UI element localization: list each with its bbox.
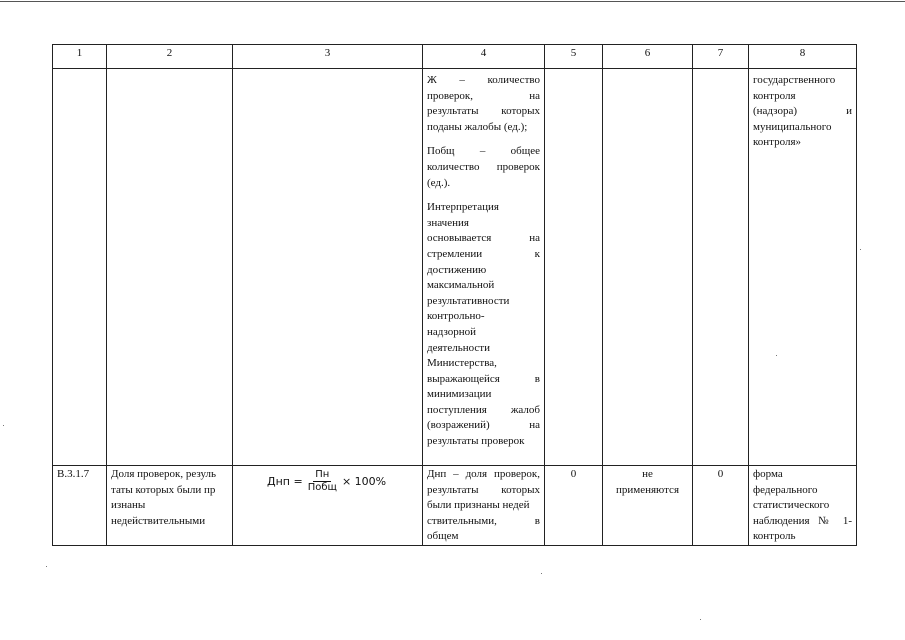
text-line: общем bbox=[427, 530, 459, 543]
text-line: контроля» bbox=[753, 136, 802, 149]
text-line: выражающейся в bbox=[427, 372, 540, 385]
text-line: количество проверок bbox=[427, 160, 540, 173]
text-line: статистического bbox=[753, 499, 830, 512]
header-cell-3: 3 bbox=[233, 45, 423, 69]
text-line: контрольно- bbox=[427, 310, 485, 323]
text-line: форма bbox=[753, 468, 783, 480]
row-a-col2 bbox=[107, 69, 233, 466]
row-a-col3 bbox=[233, 69, 423, 466]
text-line: были признаны недей bbox=[427, 499, 530, 512]
header-cell-6: 6 bbox=[603, 45, 693, 69]
table-row bbox=[53, 69, 857, 466]
text-line: федерального bbox=[753, 483, 818, 496]
header-cell-5: 5 bbox=[545, 45, 603, 69]
target-value: 0 bbox=[693, 466, 749, 546]
formula-lhs: Днп = bbox=[267, 474, 303, 488]
text-line: результаты проверок bbox=[427, 435, 525, 448]
data-source bbox=[749, 466, 857, 546]
text-line: муниципального bbox=[753, 120, 832, 133]
text-line: (ед.). bbox=[427, 176, 451, 189]
row-a-col5 bbox=[545, 69, 603, 466]
total-definition bbox=[427, 144, 540, 191]
text-line: Днп – доля проверок, bbox=[427, 468, 540, 480]
text-line: значения bbox=[427, 216, 469, 229]
text-line: Министерства, bbox=[427, 357, 497, 370]
text-line: результаты которых bbox=[427, 483, 540, 496]
text-line: Побщ – общее bbox=[427, 145, 540, 158]
table-row bbox=[53, 466, 857, 546]
text-line: недействительными bbox=[111, 514, 206, 527]
text-line: (возражений) на bbox=[427, 419, 540, 432]
header-cell-1: 1 bbox=[53, 45, 107, 69]
text-line: таты которых были пр bbox=[111, 483, 216, 496]
header-cell-8: 8 bbox=[749, 45, 857, 69]
formula-denominator: Побщ bbox=[307, 482, 337, 493]
text-line: государственного bbox=[753, 74, 836, 86]
scan-speck bbox=[860, 249, 861, 250]
text-line: Ж – количество bbox=[427, 74, 540, 86]
scan-speck bbox=[541, 573, 542, 574]
indicators-table bbox=[52, 44, 857, 546]
text-line: поступления жалоб bbox=[427, 403, 540, 416]
text-line: применяются bbox=[615, 483, 680, 496]
scan-speck bbox=[46, 566, 47, 567]
header-row bbox=[53, 45, 857, 69]
text-line: (надзора) и bbox=[753, 105, 852, 118]
text-line: не bbox=[642, 468, 653, 480]
base-value: 0 bbox=[545, 466, 603, 546]
text-line: результаты которых bbox=[427, 105, 540, 118]
indicator-formula bbox=[233, 466, 423, 546]
text-line: основывается на bbox=[427, 232, 540, 245]
text-line: контроль bbox=[753, 530, 796, 543]
text-line: минимизации bbox=[427, 388, 492, 401]
text-line: надзорной bbox=[427, 325, 477, 338]
text-line: деятельности bbox=[427, 341, 490, 354]
text-line: изнаны bbox=[111, 499, 146, 512]
formula-fraction bbox=[306, 469, 339, 494]
formula-rhs: × 100% bbox=[341, 474, 387, 488]
header-cell-4: 4 bbox=[423, 45, 545, 69]
text-line: наблюдения № 1- bbox=[753, 514, 852, 527]
scan-speck bbox=[776, 355, 777, 356]
formula bbox=[267, 469, 386, 494]
scan-speck bbox=[700, 619, 701, 620]
text-line: ствительными, в bbox=[427, 514, 540, 527]
header-cell-2: 2 bbox=[107, 45, 233, 69]
complaints-definition bbox=[427, 73, 540, 135]
text-line: Интерпретация bbox=[427, 201, 499, 214]
scan-speck bbox=[3, 425, 4, 426]
row-a-col7 bbox=[693, 69, 749, 466]
row-a-col4 bbox=[423, 69, 545, 466]
row-a-col6 bbox=[603, 69, 693, 466]
text-line: достижению bbox=[427, 263, 487, 276]
indicator-description bbox=[423, 466, 545, 546]
header-cell-7: 7 bbox=[693, 45, 749, 69]
interpretation-text bbox=[427, 200, 540, 450]
top-divider bbox=[0, 1, 905, 2]
indicator-name bbox=[107, 466, 233, 546]
row-a-col1 bbox=[53, 69, 107, 466]
text-line: стремлении к bbox=[427, 247, 540, 260]
text-line: максимальной bbox=[427, 279, 495, 292]
text-line: контроля bbox=[753, 89, 796, 102]
text-line: Доля проверок, резуль bbox=[111, 468, 217, 480]
row-a-col8 bbox=[749, 69, 857, 466]
text-line: поданы жалобы (ед.); bbox=[427, 120, 528, 133]
indicator-code: В.3.1.7 bbox=[53, 466, 107, 546]
formula-numerator: Пн bbox=[315, 469, 330, 480]
text-line: результативности bbox=[427, 294, 510, 307]
text-line: проверок, на bbox=[427, 89, 540, 102]
applicability bbox=[603, 466, 693, 546]
